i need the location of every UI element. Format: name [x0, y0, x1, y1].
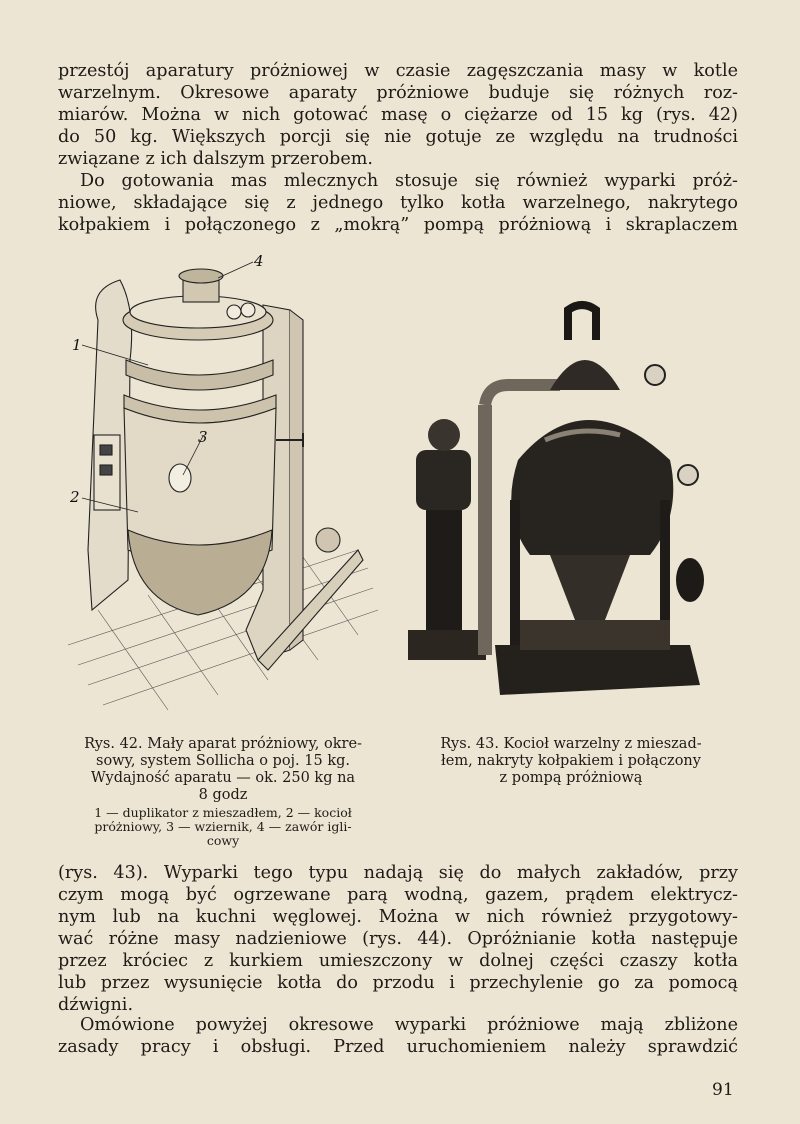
figure-43-caption: [404, 736, 738, 787]
text-line: dźwigni.: [58, 995, 134, 1015]
figure-label-2: 2: [70, 488, 80, 506]
legend-line: cowy: [206, 833, 240, 848]
paragraph-1: [58, 60, 738, 236]
legend-line: 1 — duplikator z mieszadłem, 2 — kocioł: [94, 805, 352, 820]
figure-label-1: 1: [72, 336, 82, 354]
caption-line: Rys. 43. Kocioł warzelny z mieszad-: [440, 736, 702, 752]
caption-line: z pompą próżniową: [499, 770, 643, 786]
text-line: kołpakiem i połączonego z „mokrą” pompą próżniową i skraplaczem: [58, 215, 738, 235]
figure-42-legend: [58, 806, 388, 848]
legend-line: próżniowy, 3 — wziernik, 4 — zawór igli-: [94, 819, 352, 834]
text-line: Omówione powyżej okresowe wyparki próżniowe mają zbliżone: [80, 1015, 738, 1035]
text-line: wać różne masy nadzieniowe (rys. 44). Opróżnianie kotła następuje: [58, 929, 738, 949]
text-line: przestój aparatury próżniowej w czasie zagęszczania masy w kotle: [58, 61, 738, 81]
text-line: zasady pracy i obsługi. Przed uruchomieniem należy sprawdzić: [58, 1037, 738, 1057]
text-line: niowe, składające się z jednego tylko kotła warzelnego, nakrytego: [58, 193, 738, 213]
paragraph-3: [58, 1014, 738, 1058]
text-line: miarów. Można w nich gotować masę o ciężarze od 15 kg (rys. 42): [58, 105, 738, 125]
figure-label-4: 4: [254, 252, 264, 270]
figure-label-3: 3: [198, 428, 208, 446]
figure-43-boiling-kettle-photo: [400, 300, 710, 705]
text-line: związane z ich dalszym przerobem.: [58, 149, 374, 169]
caption-line: Rys. 42. Mały aparat próżniowy, okre-: [84, 736, 362, 752]
figure-42-caption: [58, 736, 388, 848]
text-line: czym mogą być ogrzewane parą wodną, gazem, prądem elektrycz-: [58, 885, 738, 905]
text-line: warzelnym. Okresowe aparaty próżniowe buduje się różnych roz-: [58, 83, 738, 103]
text-line: (rys. 43). Wyparki tego typu nadają się do małych zakładów, przy: [58, 863, 738, 883]
caption-line: 8 godz: [198, 787, 248, 803]
text-line: nym lub na kuchni węglowej. Można w nich również przygotowy-: [58, 907, 738, 927]
caption-line: Wydajność aparatu — ok. 250 kg na: [90, 770, 356, 786]
page-number: 91: [712, 1080, 734, 1100]
text-line: lub przez wysunięcie kotła do przodu i przechylenie go za pomocą: [58, 973, 738, 993]
caption-line: łem, nakryty kołpakiem i połączony: [441, 753, 701, 769]
caption-line: sowy, system Sollicha o poj. 15 kg.: [96, 753, 350, 769]
text-line: Do gotowania mas mlecznych stosuje się również wyparki próż-: [80, 171, 738, 191]
figure-42-vacuum-apparatus-drawing: [58, 250, 388, 720]
text-line: do 50 kg. Większych porcji się nie gotuje ze względu na trudności: [58, 127, 738, 147]
text-line: przez króciec z kurkiem umieszczony w dolnej części czaszy kotła: [58, 951, 738, 971]
paragraph-2: [58, 862, 738, 1016]
